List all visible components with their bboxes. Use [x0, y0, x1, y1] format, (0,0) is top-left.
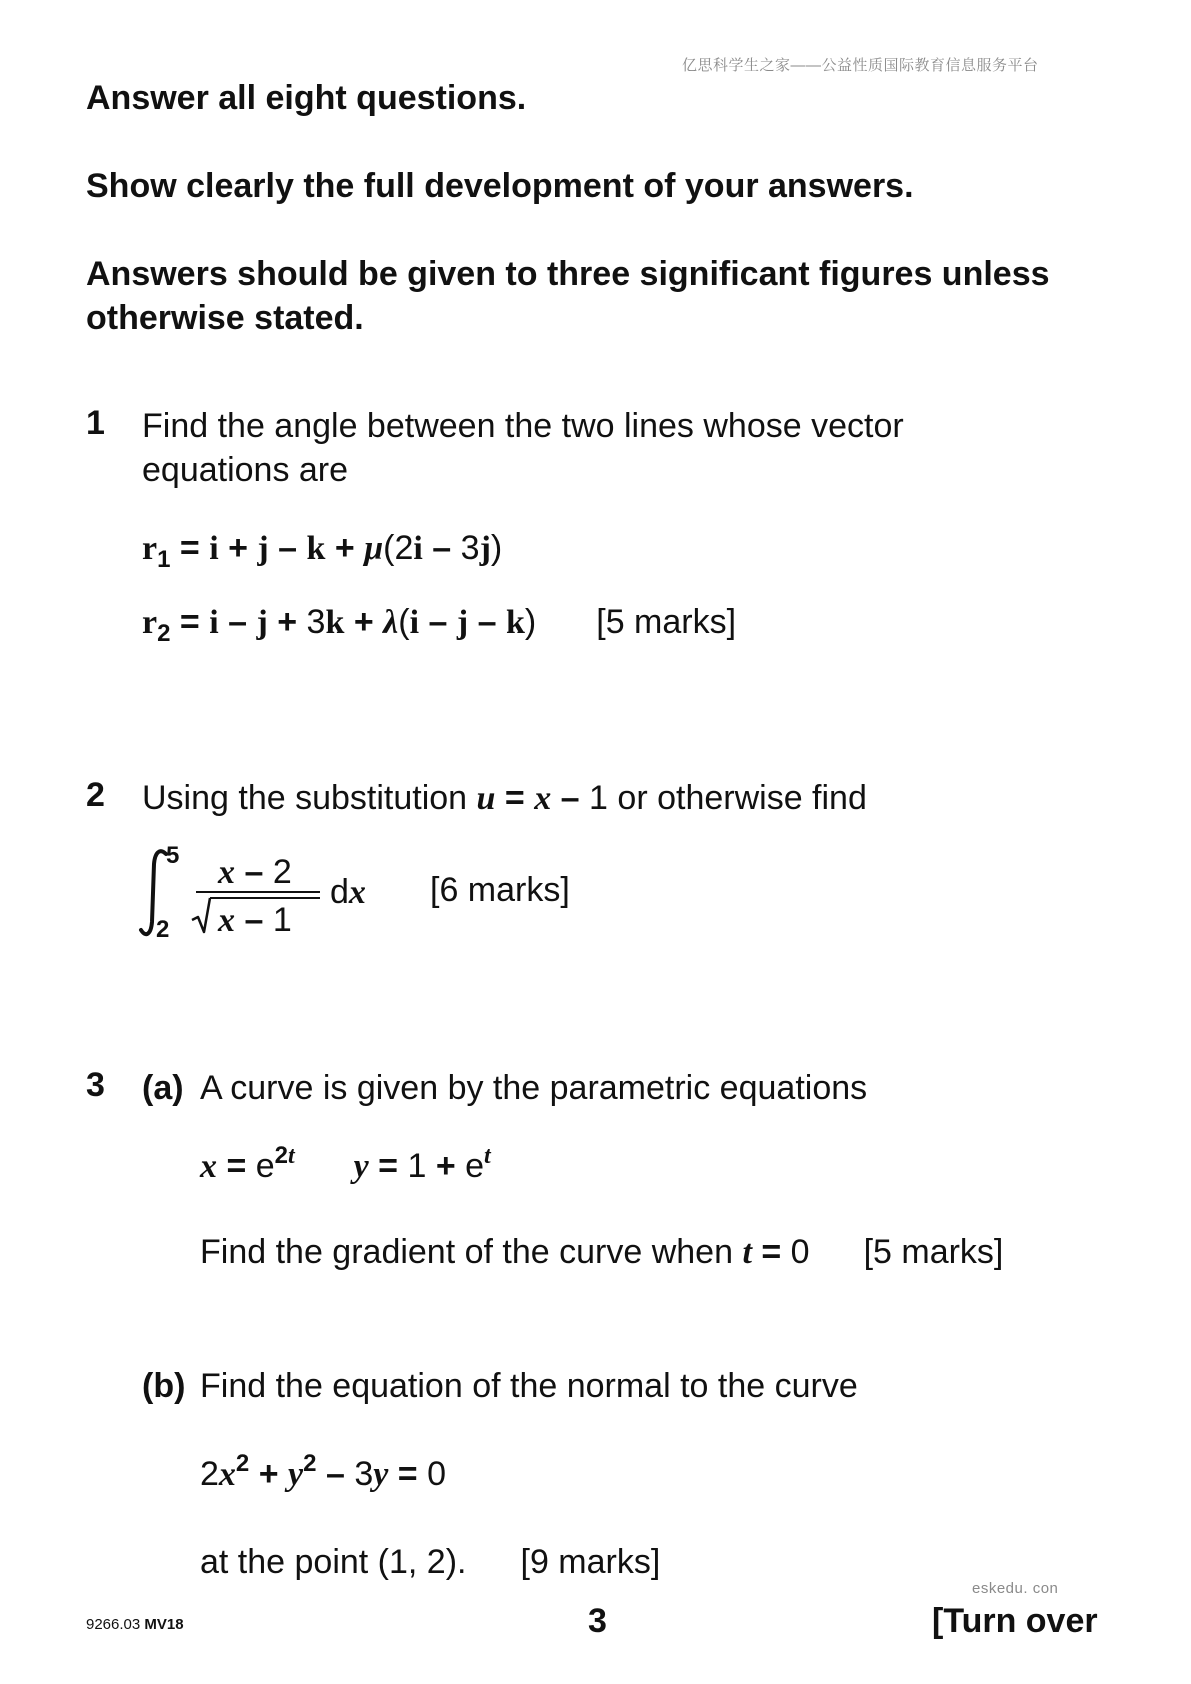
fraction-denominator: x – 1 [218, 901, 292, 939]
q2-text-after: or otherwise find [617, 779, 867, 817]
q3-part-a-text: A curve is given by the parametric equations [200, 1069, 868, 1107]
q3-part-b-point [200, 1540, 660, 1584]
q1-text-line2: equations are [142, 451, 349, 489]
q3-part-a-find: Find the gradient of the curve when t = 0 [5 marks] [200, 1233, 1004, 1271]
q1-equation-r1: $r_1 = i + j - k + \mu(2i - 3j)$ [142, 529, 503, 573]
integral-differential: dx [330, 873, 366, 911]
sqrt-sign-icon [190, 896, 214, 936]
q3-curve-equation: $2x^2 + y^2 - 3y = 0$ [200, 1450, 446, 1493]
fraction-bar [196, 891, 320, 893]
q2-marks: [6 marks] [430, 871, 570, 909]
footer-paper-code: MV18 [144, 1616, 184, 1633]
watermark-bottom: eskedu. con [972, 1580, 1059, 1597]
fraction-numerator: x – 2 [218, 853, 292, 891]
q3-part-a-marks: [5 marks] [863, 1233, 1004, 1271]
footer-code-number: 9266.03 [86, 1616, 141, 1633]
integral-upper-limit: 5 [166, 842, 180, 869]
q3-part-a-label: (a) [142, 1069, 184, 1107]
q3-part-b-label: (b) [142, 1367, 186, 1405]
question-number-1: 1 [86, 404, 105, 442]
q1-marks: [5 marks] [596, 603, 737, 641]
integral-lower-limit: 2 [156, 916, 170, 943]
q3-part-b-marks: [9 marks] [520, 1543, 661, 1581]
question-number-3: 3 [86, 1066, 105, 1104]
turn-over: [Turn over [932, 1602, 1098, 1640]
q2-text-before: Using the substitution [142, 779, 468, 817]
q1-text-line1: Find the angle between the two lines whose vector [142, 407, 904, 445]
footer-code [86, 1616, 184, 1633]
instruction-answer-all: Answer all eight questions. [86, 79, 527, 117]
page-number: 3 [588, 1602, 607, 1640]
q3-part-a-find-text: Find the gradient of the curve when [200, 1233, 733, 1271]
question-number-2: 2 [86, 776, 105, 814]
q3-parametric-equations: $x = e^{2t}$ $y = 1 + e^t$ [200, 1142, 491, 1185]
instruction-sig-figs-cont: otherwise stated. [86, 299, 364, 337]
q1-equation-r2: $r_2 = i - j + 3k + \lambda(i - j - k)$ [5 marks] [142, 603, 737, 647]
instruction-show-development: Show clearly the full development of your answers. [86, 167, 914, 205]
q2-text: Using the substitution u = x – 1 or otherwise find [142, 779, 867, 817]
watermark-top: 亿思科学生之家——公益性质国际教育信息服务平台 [682, 57, 1039, 74]
q3-part-b-text: Find the equation of the normal to the curve [200, 1367, 858, 1405]
q3-part-b-point-text: at the point (1, 2). [200, 1543, 467, 1581]
instruction-sig-figs: Answers should be given to three significant figures unless [86, 255, 1050, 293]
